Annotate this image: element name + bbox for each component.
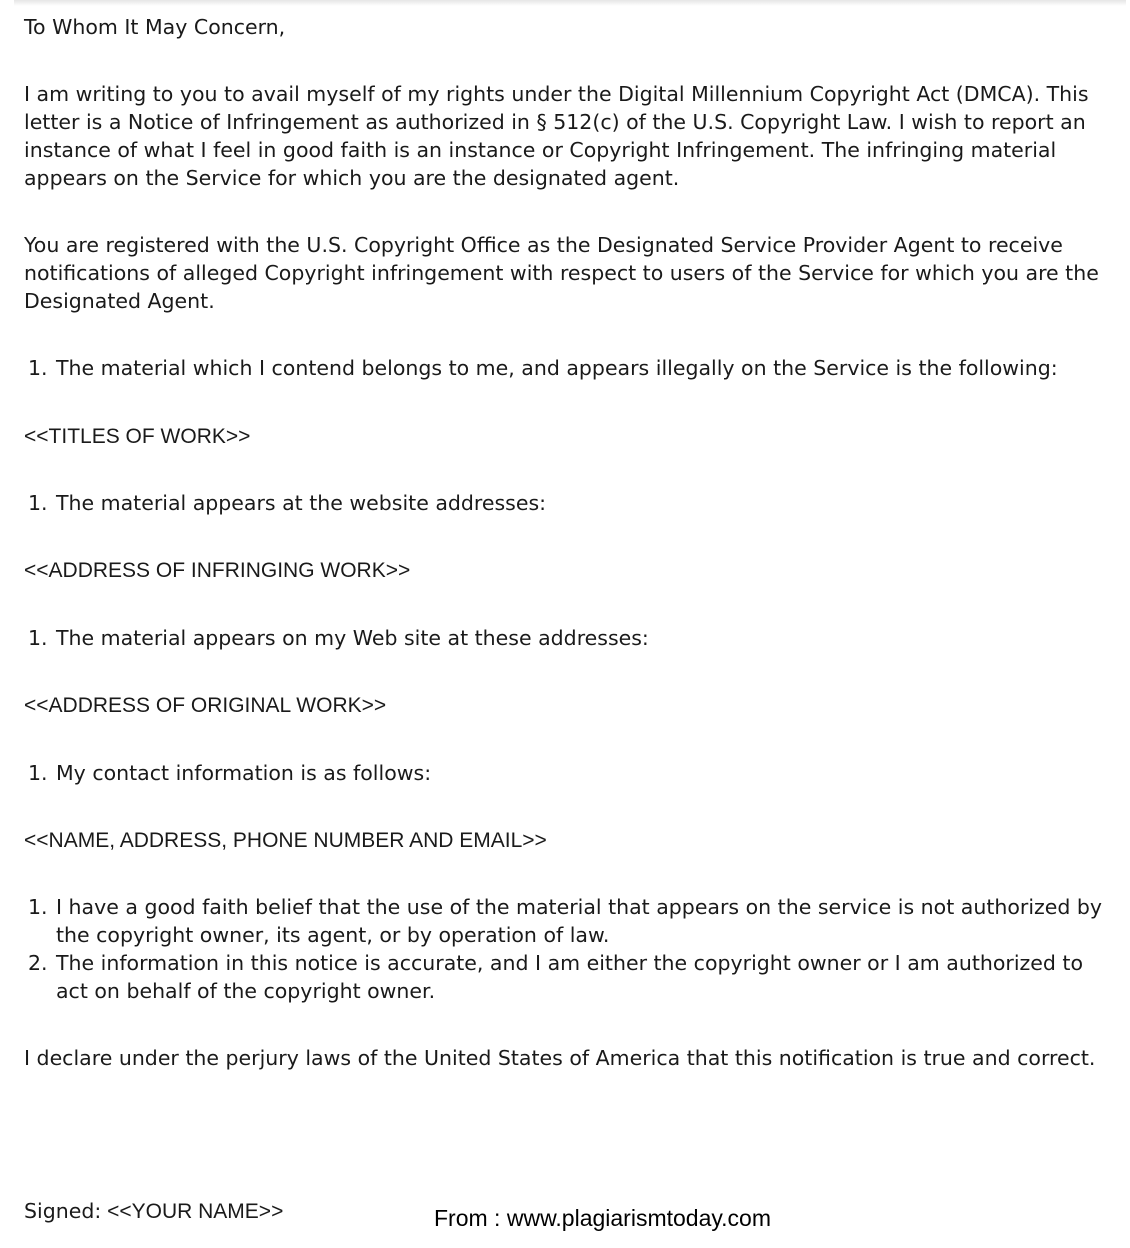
original-address-list [24,625,1104,653]
infringing-address-list [24,490,1104,518]
intro-paragraph: I am writing to you to avail myself of my rights under the Digital Millennium Copyright Act (DMCA). This letter is a Notice of Infringement as authorized in § 512(c) of the U.S. Copyright Law. I wish to report an instance of what I feel in good faith is an instance or Copyright Infringement. The infringing material appears on the Service for which you are the designated agent. [24,82,1089,190]
declaration: I declare under the perjury laws of the United States of America that this notification is true and correct. [24,1046,1096,1071]
list-item [24,625,1104,653]
list-item-text: My contact information is as follows: [56,760,432,785]
list-item-text: The material which I contend belongs to me, and appears illegally on the Service is the following: [56,356,1058,381]
signed-label: Signed: [24,1199,102,1223]
salutation: To Whom It May Concern, [24,15,286,39]
list-item-text: The material appears at the website addresses: [56,490,547,515]
source-credit [434,1204,771,1232]
source-label: From : [434,1205,501,1231]
contact-placeholder: <<NAME, ADDRESS, PHONE NUMBER AND EMAIL>> [24,828,547,852]
titles-placeholder: <<TITLES OF WORK>> [24,424,251,448]
contact-list [24,760,1104,788]
list-item-number: 1. [28,490,48,515]
infringing-address-placeholder: <<ADDRESS OF INFRINGING WORK>> [24,559,411,583]
signed-placeholder: <<YOUR NAME>> [107,1200,284,1223]
signature-line [24,1198,283,1226]
list-item-text: The material appears on my Web site at these addresses: [56,625,649,650]
list-item-text: The information in this notice is accurate, and I am either the copyright owner or I am authorized to act on behalf of the copyright owner. [56,950,1084,1003]
list-item [24,355,1104,383]
list-item-number: 1. [28,895,48,920]
list-item-number: 1. [28,760,48,785]
list-item-number: 1. [28,625,48,650]
list-item [24,950,1104,1006]
list-item [24,490,1104,518]
material-list [24,355,1104,383]
source-site: www.plagiarismtoday.com [506,1205,772,1231]
original-address-placeholder: <<ADDRESS OF ORIGINAL WORK>> [24,694,387,718]
list-item-number: 2. [28,950,48,975]
statements-list [24,894,1104,1005]
dmca-letter [24,14,1104,1112]
list-item-number: 1. [28,356,48,381]
list-item [24,894,1104,950]
top-edge-shadow [14,0,1126,6]
list-item-text: I have a good faith belief that the use of the material that appears on the service is not authorized by the copyright owner, its agent, or by operation of law. [56,895,1103,948]
list-item [24,760,1104,788]
agent-paragraph: You are registered with the U.S. Copyright Office as the Designated Service Provider Agent to receive notifications of alleged Copyright infringement with respect to users of the Service for which you are the Designated Agent. [24,233,1099,313]
